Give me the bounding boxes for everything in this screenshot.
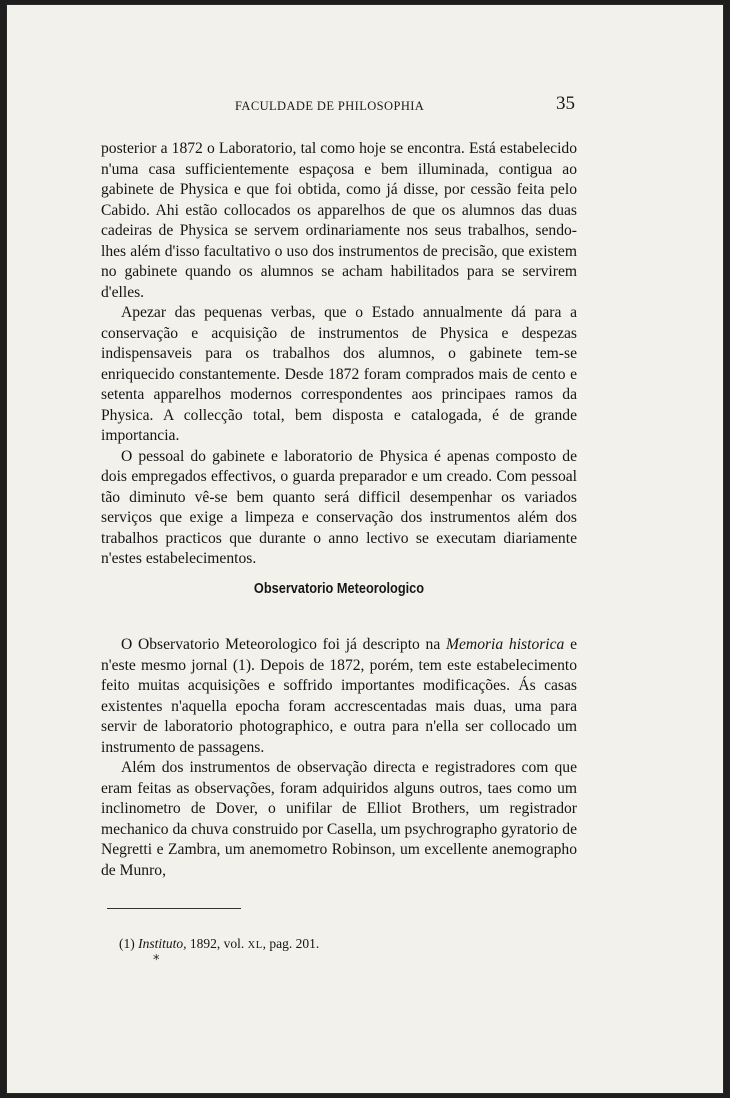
footnote-vol-label: vol. [223, 936, 245, 951]
page-header [101, 93, 577, 117]
body-text-laboratorio [101, 139, 577, 570]
running-title: FACULDADE DE PHILOSOPHIA [235, 99, 425, 113]
footnote-title: Instituto, [138, 936, 187, 951]
section-heading: Observatorio Meteorologico [253, 581, 425, 597]
paragraph: Apezar das pequenas verbas, que o Estado annualmente dá para a conservação e acquisição de instrumentos de Physica e despezas indispensaveis para os trabalhos dos alumnos, o gabinete tem-se enriquecido constantemente. Desde 1872 foram comprados mais de cento e setenta apparelhos modernos correspondentes aos principaes ramos da Physica. A collecção total, bem disposta e catalogada, é de grande importancia. [101, 304, 577, 444]
page-number: 35 [556, 93, 575, 114]
document-page [6, 4, 724, 1094]
footnote-year: 1892, [189, 936, 221, 951]
footnote [119, 936, 519, 952]
italic-title: Memoria historica [446, 636, 565, 653]
paragraph: Além dos instrumentos de observação directa e registradores com que eram feitas as observações, foram adquiridos alguns outros, taes como um inclinometro de Dover, o unifilar de Elliot Brothers, um registrador mechanico da chuva construido por Casella, um psychrographo gyratorio de Negretti e Zambra, um anemometro Robinson, um excellente anemographo de Munro, [101, 759, 577, 879]
body-text-observatorio [101, 635, 577, 881]
paragraph [101, 635, 577, 758]
signature-mark: * [153, 953, 160, 968]
paragraph: posterior a 1872 o Laboratorio, tal como hoje se encontra. Está estabelecido n'uma casa sufficientemente espaçosa e bem illuminada, contigua ao gabinete de Physica e que foi obtida, como já disse, por cessão feita pelo Cabido. Ahi estão collocados os apparelhos de que os alumnos das duas cadeiras de Physica se servem ordinariamente nos seus trabalhos, sendo-lhes além d'isso facultativo o uso dos instrumentos de precisão, que existem no gabinete quando os alumnos se acham habilitados para se servirem d'elles. [101, 140, 577, 301]
footnote-vol-number: XL [247, 940, 263, 951]
paragraph-text: O Observatorio Meteorologico foi já descripto na [121, 636, 447, 653]
footnote-divider [107, 908, 241, 909]
paragraph-text: e n'este mesmo jornal (1). Depois de 1872, porém, tem este estabelecimento feito muitas acquisições e soffrido importantes modificações. Ás casas existentes n'aquella epocha foram accrescentadas mais duas, uma para servir de laboratorio photographico, e outra para n'ella ser collocado um instrumento de passagens. [101, 636, 578, 756]
footnote-marker: (1) [119, 936, 135, 951]
paragraph: O pessoal do gabinete e laboratorio de Physica é apenas composto de dois empregados effectivos, o guarda preparador e um creado. Com pessoal tão diminuto vê-se bem quanto será difficil desempenhar os variados serviços que exige a limpeza e conservação dos instrumentos além dos trabalhos practicos que durante o anno lectivo se executam diariamente n'estes estabelecimentos. [101, 447, 577, 567]
footnote-pages: , pag. 201. [262, 936, 320, 951]
